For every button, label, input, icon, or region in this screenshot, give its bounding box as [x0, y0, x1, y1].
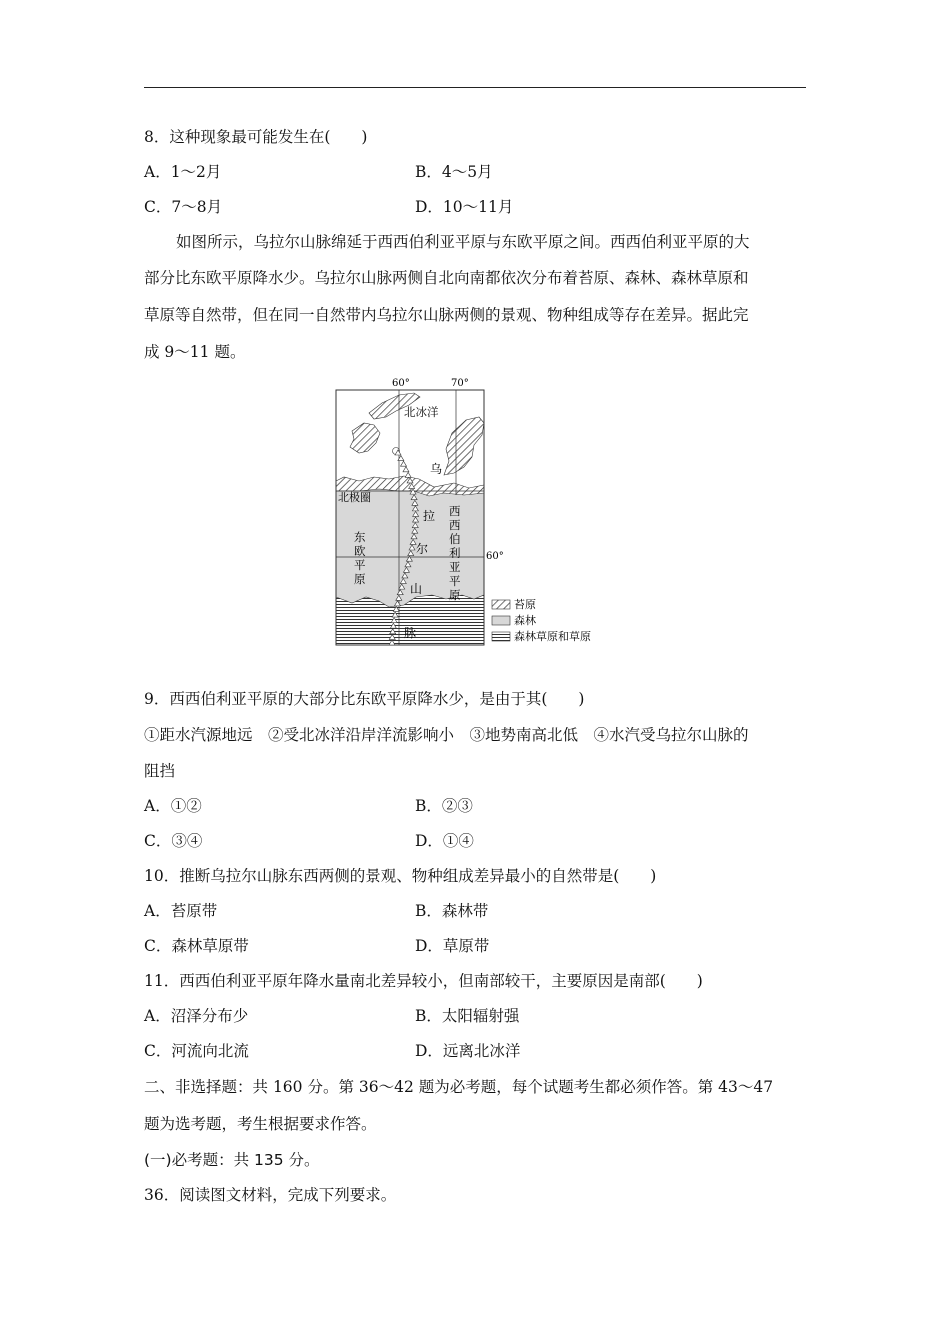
passage-line-4: 成 9～11 题。: [144, 343, 246, 361]
map-legend: [492, 597, 591, 643]
arctic-circle-label: 北极圈: [338, 491, 371, 504]
ural-char: 拉: [423, 509, 436, 523]
q9-option-a: A．①②: [144, 797, 202, 815]
ural-char: 乌: [430, 462, 443, 476]
section2-intro: ：共 160 分。第 36～42 题为必考题，每个试题考生都必须作答。第 43～47: [237, 1078, 774, 1096]
q11-option-c: C．河流向北流: [144, 1042, 249, 1060]
lon-70-label: 70°: [451, 378, 469, 389]
west-siberia-char: 亚: [449, 560, 461, 574]
q36-stem: 36．阅读图文材料，完成下列要求。: [144, 1186, 397, 1204]
ural-mountains-map: [334, 375, 614, 650]
legend-label-forest: 森林: [514, 614, 536, 627]
legend-swatch-tundra: [492, 600, 510, 609]
legend-label-tundra: 苔原: [514, 598, 536, 611]
passage-line-3-bold: 草原等自然带，但在同一自然带内乌拉尔山脉两侧的景观、物种组成等存在差异。: [144, 306, 703, 324]
passage-line-3-end: 据此完: [702, 306, 749, 324]
legend-swatch-steppe: [492, 632, 510, 641]
west-siberia-plain-label: [449, 504, 461, 602]
q9-option-b: B．②③: [415, 797, 473, 815]
q10-stem: 10．推断乌拉尔山脉东西两侧的景观、物种组成差异最小的自然带是( ): [144, 867, 657, 885]
west-siberia-char: 西: [449, 504, 461, 518]
east-europe-char: 东: [354, 530, 366, 544]
section2-line-2: 题为选考题，考生根据要求作答。: [144, 1115, 377, 1133]
legend-swatch-forest: [492, 616, 510, 625]
passage-line-1: 如图所示，乌拉尔山脉绵延于西西伯利亚平原与东欧平原之间。西西伯利亚平原的大: [176, 233, 750, 251]
q9-stem: 9．西西伯利亚平原的大部分比东欧平原降水少，是由于其( ): [144, 690, 585, 708]
west-siberia-char: 平: [449, 574, 461, 588]
legend-label-steppe: 森林草原和草原: [514, 630, 591, 643]
east-europe-plain-label: [354, 530, 366, 586]
lon-60-label: 60°: [392, 378, 410, 389]
section2-title: 二、非选择题: [144, 1078, 238, 1096]
section2-line-1: [144, 1077, 773, 1097]
q9-option-d: D．①④: [415, 832, 474, 850]
arctic-ocean-label: 北冰洋: [404, 405, 439, 419]
ural-char: 脉: [404, 626, 417, 640]
q10-option-d: D．草原带: [415, 937, 490, 955]
part1-title: (一)必考题：共 135 分。: [144, 1151, 320, 1169]
q9-options-line-1: ①距水汽源地远 ②受北冰洋沿岸洋流影响小 ③地势南高北低 ④水汽受乌拉尔山脉的: [144, 726, 749, 744]
q10-option-b: B．森林带: [415, 902, 489, 920]
q9-option-c: C．③④: [144, 832, 203, 850]
q8-option-b: B．4～5月: [415, 163, 493, 181]
q8-option-c: C．7～8月: [144, 198, 223, 216]
q9-options-line-2: 阻挡: [144, 762, 176, 780]
passage-line-2: 部分比东欧平原降水少。乌拉尔山脉两侧自北向南都依次分布着苔原、森林、森林草原和: [144, 269, 749, 287]
q8-option-a: A．1～2月: [144, 163, 222, 181]
q11-stem: 11．西西伯利亚平原年降水量南北差异较小，但南部较干，主要原因是南部( ): [144, 972, 703, 990]
q11-option-a: A．沼泽分布少: [144, 1007, 249, 1025]
east-europe-char: 原: [354, 572, 366, 586]
ural-char: 尔: [416, 542, 429, 556]
header-rule: [144, 87, 806, 88]
west-siberia-char: 原: [449, 588, 461, 602]
passage-line-3: [144, 305, 749, 325]
east-europe-char: 欧: [354, 544, 366, 558]
lat-60-label: 60°: [486, 551, 504, 562]
east-europe-char: 平: [354, 558, 366, 572]
ural-char: 山: [410, 582, 423, 596]
q11-option-b: B．太阳辐射强: [415, 1007, 520, 1025]
west-siberia-char: 伯: [449, 532, 461, 546]
west-siberia-char: 利: [449, 546, 461, 560]
q8-stem: 8．这种现象最可能发生在( ): [144, 128, 368, 146]
q11-option-d: D．远离北冰洋: [415, 1042, 521, 1060]
q8-option-d: D．10～11月: [415, 198, 514, 216]
q10-option-c: C．森林草原带: [144, 937, 249, 955]
q10-option-a: A．苔原带: [144, 902, 218, 920]
west-siberia-char: 西: [449, 518, 461, 532]
